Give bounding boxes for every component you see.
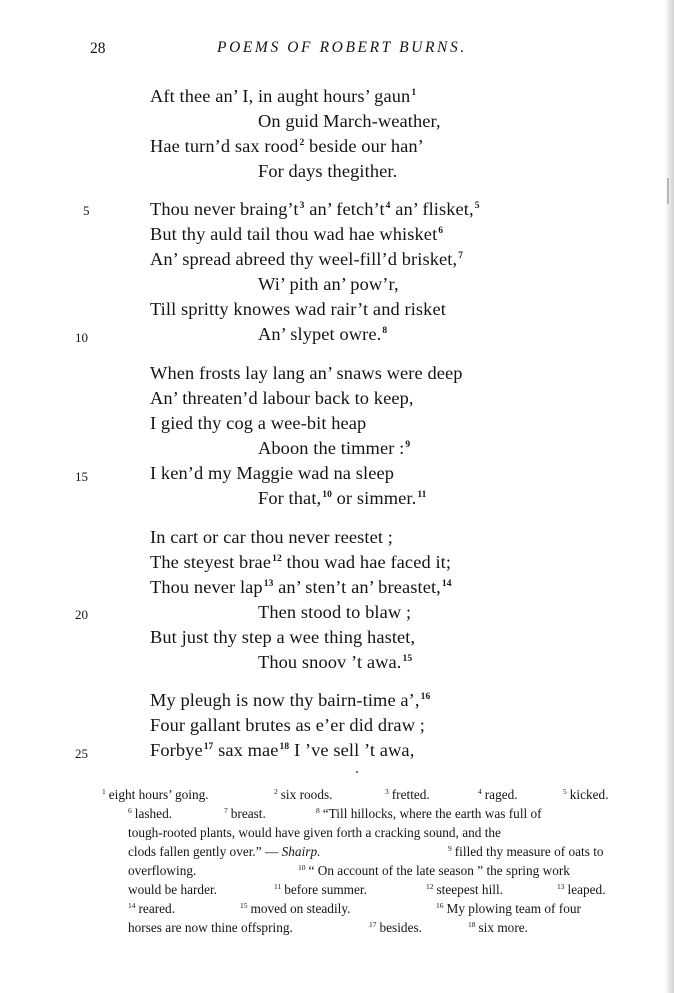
verse-line: Till spritty knowes wad rair’t and risket [150, 299, 446, 319]
verse-line: The steyest brae$^{12}$ thou wad hae faced it; [150, 552, 452, 572]
verse-line: In cart or car thou never reestet ; [150, 527, 393, 547]
running-head: POEMS OF ROBERT BURNS. [217, 39, 467, 56]
line-number: 5 [83, 203, 90, 218]
verse-line: When frosts lay lang an’ snaws were deep [150, 363, 463, 383]
page-edge-shadow [665, 0, 674, 993]
verse-line: My pleugh is now thy bairn-time a’,$^{16}$ [150, 690, 431, 710]
verse-line: Thou snoov ’t awa.$^{15}$ [258, 652, 413, 672]
verse-line: I gied thy cog a wee-bit heap [150, 413, 367, 433]
verse-line: Wi’ pith an’ pow’r, [258, 274, 399, 294]
verse-line: Thou never $braing’t^3$ an’ $fetch’t^4$ an’ flisket,$^5$ [150, 199, 480, 219]
print-speck [356, 771, 358, 773]
verse-line: Aboon the timmer :$^9$ [258, 438, 411, 458]
verse-line: Aft thee an’ I, in aught hours’ gaun$^1$ [150, 86, 417, 106]
verse-line: On guid March-weather, [258, 111, 441, 131]
verse-line: Hae turn’d sax rood$^2$ beside our han’ [150, 136, 424, 156]
verse-line: But thy auld tail thou wad hae whisket$^6$ [150, 224, 444, 244]
page-number: 28 [90, 40, 106, 57]
line-number: 20 [75, 607, 88, 622]
verse-line: Then stood to blaw ; [258, 602, 412, 622]
verse-line: An’ spread abreed thy weel-fill’d brisket,$^7$ [150, 249, 464, 269]
line-number: 25 [75, 746, 88, 761]
book-page: 28 POEMS OF ROBERT BURNS. Aft thee an’ I, in aught hours’ gaun$^1$ On guid March-weather, Hae turn’d sax rood$^2$ beside our han’ For days thegither. Thou never $braing’t^3$ an’ $fetch’t^4$ an’ flisket,$^5$ But thy auld tail thou wad hae whisket$^6$ An’ spread abreed thy weel-fill’d brisket,$^7$ Wi’ pith an’ pow’r, Till spritty knowes wad rair’t and risket An’ slypet owre.$^8$ When frosts lay lang an’ snaws were deep An’ threaten’d labour back to keep, I gied thy cog a wee-bit heap Aboon the timmer :$^9$ I ken’d my Maggie wad na sleep For that,$^{10}$ or simmer.$^{11}$ In cart or car thou never reestet ; The steyest brae$^{12}$ thou wad hae faced it; Thou never lap$^{13}$ an’ sten’t an’ breastet,$^{14}$ Then stood to blaw ; But just thy step a wee thing hastet, Thou snoov ’t awa.$^{15}$ My pleugh is now thy bairn-time a’,$^{16}$ Four gallant brutes as e’er did draw ; Forbye$^{17}$ sax mae$^{18}$ I ’ve sell ’t awa, 5 10 15 20 25 $^1$ eight hours’ going. $^2$ six roods. $^3$ fretted. $^4$ raged. $^5$ kicked. $^6$ lashed. $^7$ breast. $^8$ “Till hillocks, where the earth was full of tough-rooted plants, would have given forth a cracking sound, and the clods fallen gently over.” — Shairp. $^9$ filled thy measure of oats to overflowing. $^{10}$ “ On account of the late season ” the spring work would be harder. $^{11}$ before summer. $^{12}$ steepest hill. $^{13}$ leaped. $^{14}$ reared. $^{15}$ moved on steadily. $^{16}$ My plowing team of four horses are now thine offspring. $^{17}$ besides. $^{18}$ six more. [0, 0, 674, 993]
verse-line: Forbye$^{17}$ sax mae$^{18}$ I ’ve sell ’t awa, [150, 740, 415, 760]
line-number: 10 [75, 330, 88, 345]
verse-line: An’ threaten’d labour back to keep, [150, 388, 414, 408]
verse-line: For days thegither. [258, 161, 398, 181]
footnote-text: tough-rooted plants, would have given forth a cracking sound, and the [128, 825, 501, 840]
verse-line: An’ slypet owre.$^8$ [258, 324, 388, 344]
page-edge-mark [667, 178, 669, 204]
verse-line: Thou never lap$^{13}$ an’ sten’t an’ breastet,$^{14}$ [150, 577, 452, 597]
verse-line: But just thy step a wee thing hastet, [150, 627, 416, 647]
verse-line: Four gallant brutes as e’er did draw ; [150, 715, 425, 735]
verse-line: For that,$^{10}$ or simmer.$^{11}$ [258, 488, 427, 508]
verse-line: I ken’d my Maggie wad na sleep [150, 463, 395, 483]
line-number: 15 [75, 469, 88, 484]
